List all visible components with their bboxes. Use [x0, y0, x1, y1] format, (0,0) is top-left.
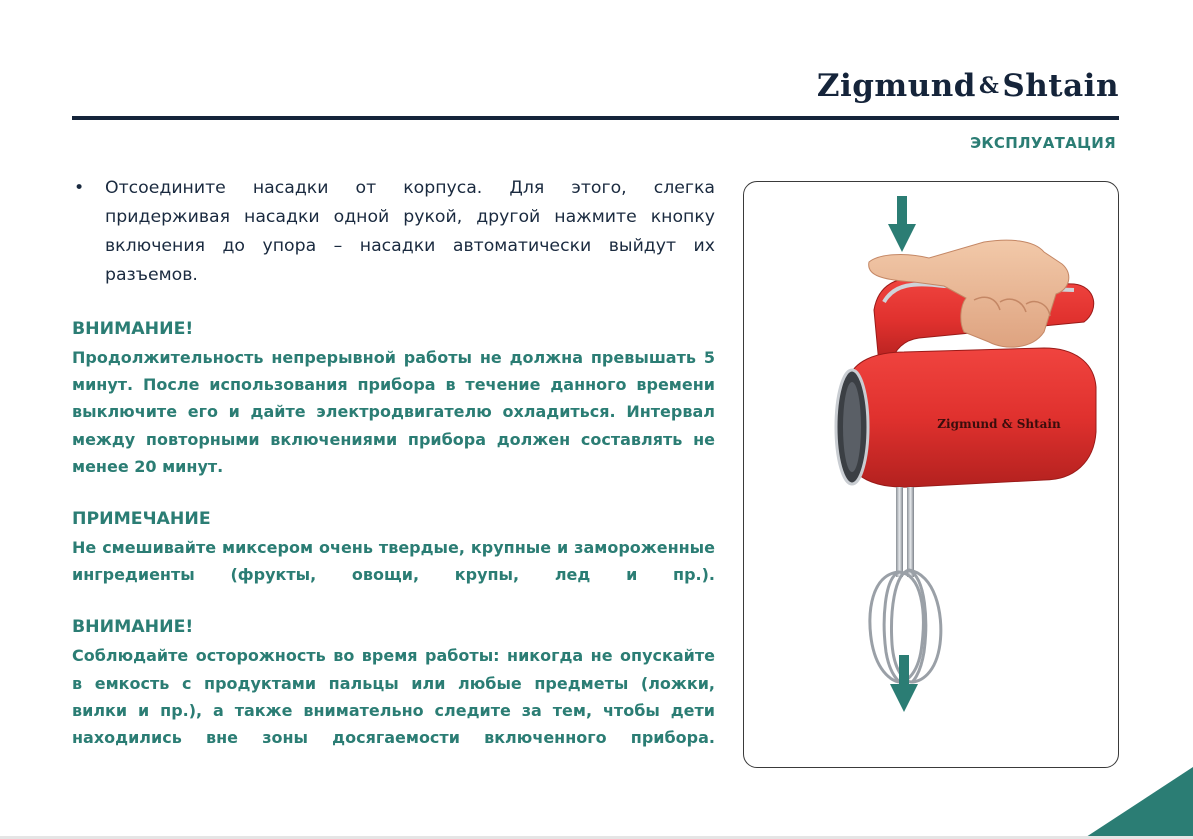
header-rule — [72, 116, 1119, 120]
main-content — [72, 174, 715, 751]
brand-logo-right: Shtain — [1002, 68, 1119, 104]
mixer-illustration — [744, 182, 1118, 767]
bullet-item — [72, 174, 715, 290]
section-title: ЭКСПЛУАТАЦИЯ — [970, 134, 1116, 152]
corner-accent — [1083, 767, 1193, 839]
warning-heading-2: ВНИМАНИЕ! — [72, 617, 194, 638]
product-logo: Zigmund & Shtain — [937, 417, 1061, 431]
beater-shaft-right — [907, 487, 914, 577]
mixer-illustration-frame — [743, 181, 1119, 768]
warning-text-2: Соблюдайте осторожность во время работы: никогда не опускайте в емкость с продуктами пальцы или любые предметы (ложки, вилки и пр.), а также внимательно следите за тем, чтобы дети находились вне зоны досягаемости включенного прибора. — [72, 646, 715, 748]
brand-logo-left: Zigmund — [816, 68, 976, 104]
warning-text-1: Продолжительность непрерывной работы не должна превышать 5 минут. После использования прибора в течение данного времени выключите его и дайте электродвигателю охладиться. Интервал между повторными включениями прибора должен составлять не менее 20 минут. — [72, 348, 715, 476]
beater-shaft-left — [896, 487, 903, 577]
warning-block-2 — [72, 613, 715, 751]
bullet-text: Отсоедините насадки от корпуса. Для этого, слегка придерживая насадки одной рукой, другой нажмите кнопку включения до упора – насадки автоматически выйдут их разъемов. — [105, 178, 715, 285]
note-heading: ПРИМЕЧАНИЕ — [72, 509, 211, 530]
press-arrow-icon — [888, 196, 916, 252]
brand-logo-amp: & — [978, 73, 1000, 99]
brand-logo — [817, 68, 1119, 104]
note-text: Не смешивайте миксером очень твердые, крупные и замороженные ингредиенты (фрукты, овощи, крупы, лед и пр.). — [72, 538, 715, 585]
warning-block-1 — [72, 315, 715, 480]
note-block — [72, 505, 715, 588]
warning-heading-1: ВНИМАНИЕ! — [72, 319, 194, 339]
bullet-dot-icon: • — [74, 178, 85, 198]
